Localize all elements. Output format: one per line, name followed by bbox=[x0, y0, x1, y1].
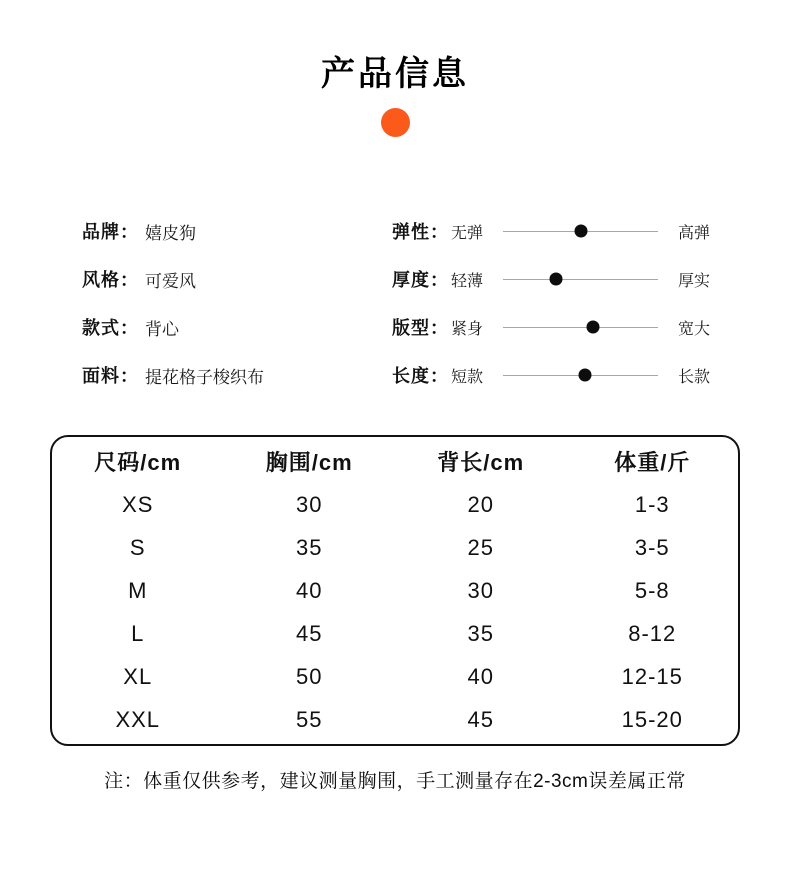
size-table-cell: 45 bbox=[296, 620, 323, 646]
accent-dot-icon bbox=[381, 108, 410, 137]
size-table-cell: M bbox=[128, 577, 148, 603]
size-table-cell: 30 bbox=[467, 577, 494, 603]
attribute-value: 嬉皮狗 bbox=[145, 223, 196, 243]
size-table-cell: 30 bbox=[296, 491, 323, 517]
slider-track bbox=[503, 279, 658, 280]
attribute-row bbox=[82, 207, 330, 255]
size-table-cell: 20 bbox=[467, 491, 494, 517]
page-title: 产品信息 bbox=[321, 55, 469, 93]
slider-max-label: 长款 bbox=[677, 368, 710, 386]
size-table-cell: 35 bbox=[467, 620, 494, 646]
size-table-cell: 5-8 bbox=[634, 577, 670, 603]
attribute-label: 品牌： bbox=[82, 222, 139, 242]
attribute-value: 提花格子梭织布 bbox=[145, 367, 264, 387]
size-table-cell: L bbox=[131, 620, 145, 646]
attribute-row bbox=[82, 351, 330, 399]
attribute-label: 风格： bbox=[82, 270, 139, 290]
attribute-slider-row bbox=[392, 255, 710, 303]
size-table-cell: 40 bbox=[296, 577, 323, 603]
slider-max-label: 宽大 bbox=[677, 320, 710, 338]
footnote: 注：体重仅供参考，建议测量胸围，手工测量存在2-3cm误差属正常 bbox=[104, 771, 686, 792]
slider-dot-icon bbox=[574, 225, 587, 238]
size-table-header-cell: 体重/斤 bbox=[614, 450, 691, 475]
size-table-cell: 8-12 bbox=[628, 620, 677, 646]
size-table-cell: 50 bbox=[296, 663, 323, 689]
slider-label: 版型： bbox=[392, 318, 449, 338]
attribute-slider-list bbox=[330, 207, 790, 399]
slider-dot-icon bbox=[579, 369, 592, 382]
attribute-list bbox=[0, 207, 330, 399]
size-table-header-cell: 胸围/cm bbox=[265, 450, 353, 475]
slider-label: 长度： bbox=[392, 366, 449, 386]
size-table-cell: XXL bbox=[115, 706, 161, 732]
slider-dot-icon bbox=[549, 273, 562, 286]
product-attributes-section bbox=[0, 207, 790, 399]
attribute-value: 可爱风 bbox=[145, 271, 196, 291]
attribute-row bbox=[82, 303, 330, 351]
size-table bbox=[50, 435, 740, 746]
slider-label: 厚度： bbox=[392, 270, 449, 290]
slider-dot-icon bbox=[586, 321, 599, 334]
size-table-cell: XL bbox=[123, 663, 153, 689]
size-table-cell: XS bbox=[122, 491, 154, 517]
size-table-cell: 15-20 bbox=[621, 706, 683, 732]
size-table-cell: 1-3 bbox=[634, 491, 670, 517]
slider-track bbox=[503, 231, 658, 232]
size-table-cell: 12-15 bbox=[621, 663, 683, 689]
slider-max-label: 厚实 bbox=[677, 272, 710, 290]
slider-label: 弹性： bbox=[392, 222, 449, 242]
size-table-header-cell: 尺码/cm bbox=[94, 450, 182, 475]
size-table-cell: 55 bbox=[296, 706, 323, 732]
slider-min-label: 短款 bbox=[451, 368, 484, 386]
size-table-cell: 3-5 bbox=[634, 534, 670, 560]
size-table-cell: 35 bbox=[296, 534, 323, 560]
slider-track bbox=[503, 375, 658, 376]
attribute-slider-row bbox=[392, 351, 710, 399]
size-table-cell: 25 bbox=[467, 534, 494, 560]
slider-max-label: 高弹 bbox=[677, 224, 710, 242]
size-table-cell: S bbox=[129, 534, 146, 560]
size-table-cell: 45 bbox=[467, 706, 494, 732]
attribute-row bbox=[82, 255, 330, 303]
attribute-label: 面料： bbox=[82, 366, 139, 386]
attribute-slider-row bbox=[392, 303, 710, 351]
slider-min-label: 无弹 bbox=[451, 224, 484, 242]
size-table-header-cell: 背长/cm bbox=[437, 450, 525, 475]
size-table-cell: 40 bbox=[467, 663, 494, 689]
attribute-label: 款式： bbox=[82, 318, 139, 338]
attribute-value: 背心 bbox=[145, 319, 179, 339]
slider-min-label: 紧身 bbox=[451, 320, 484, 338]
slider-min-label: 轻薄 bbox=[451, 272, 484, 290]
attribute-slider-row bbox=[392, 207, 710, 255]
slider-track bbox=[503, 327, 658, 328]
